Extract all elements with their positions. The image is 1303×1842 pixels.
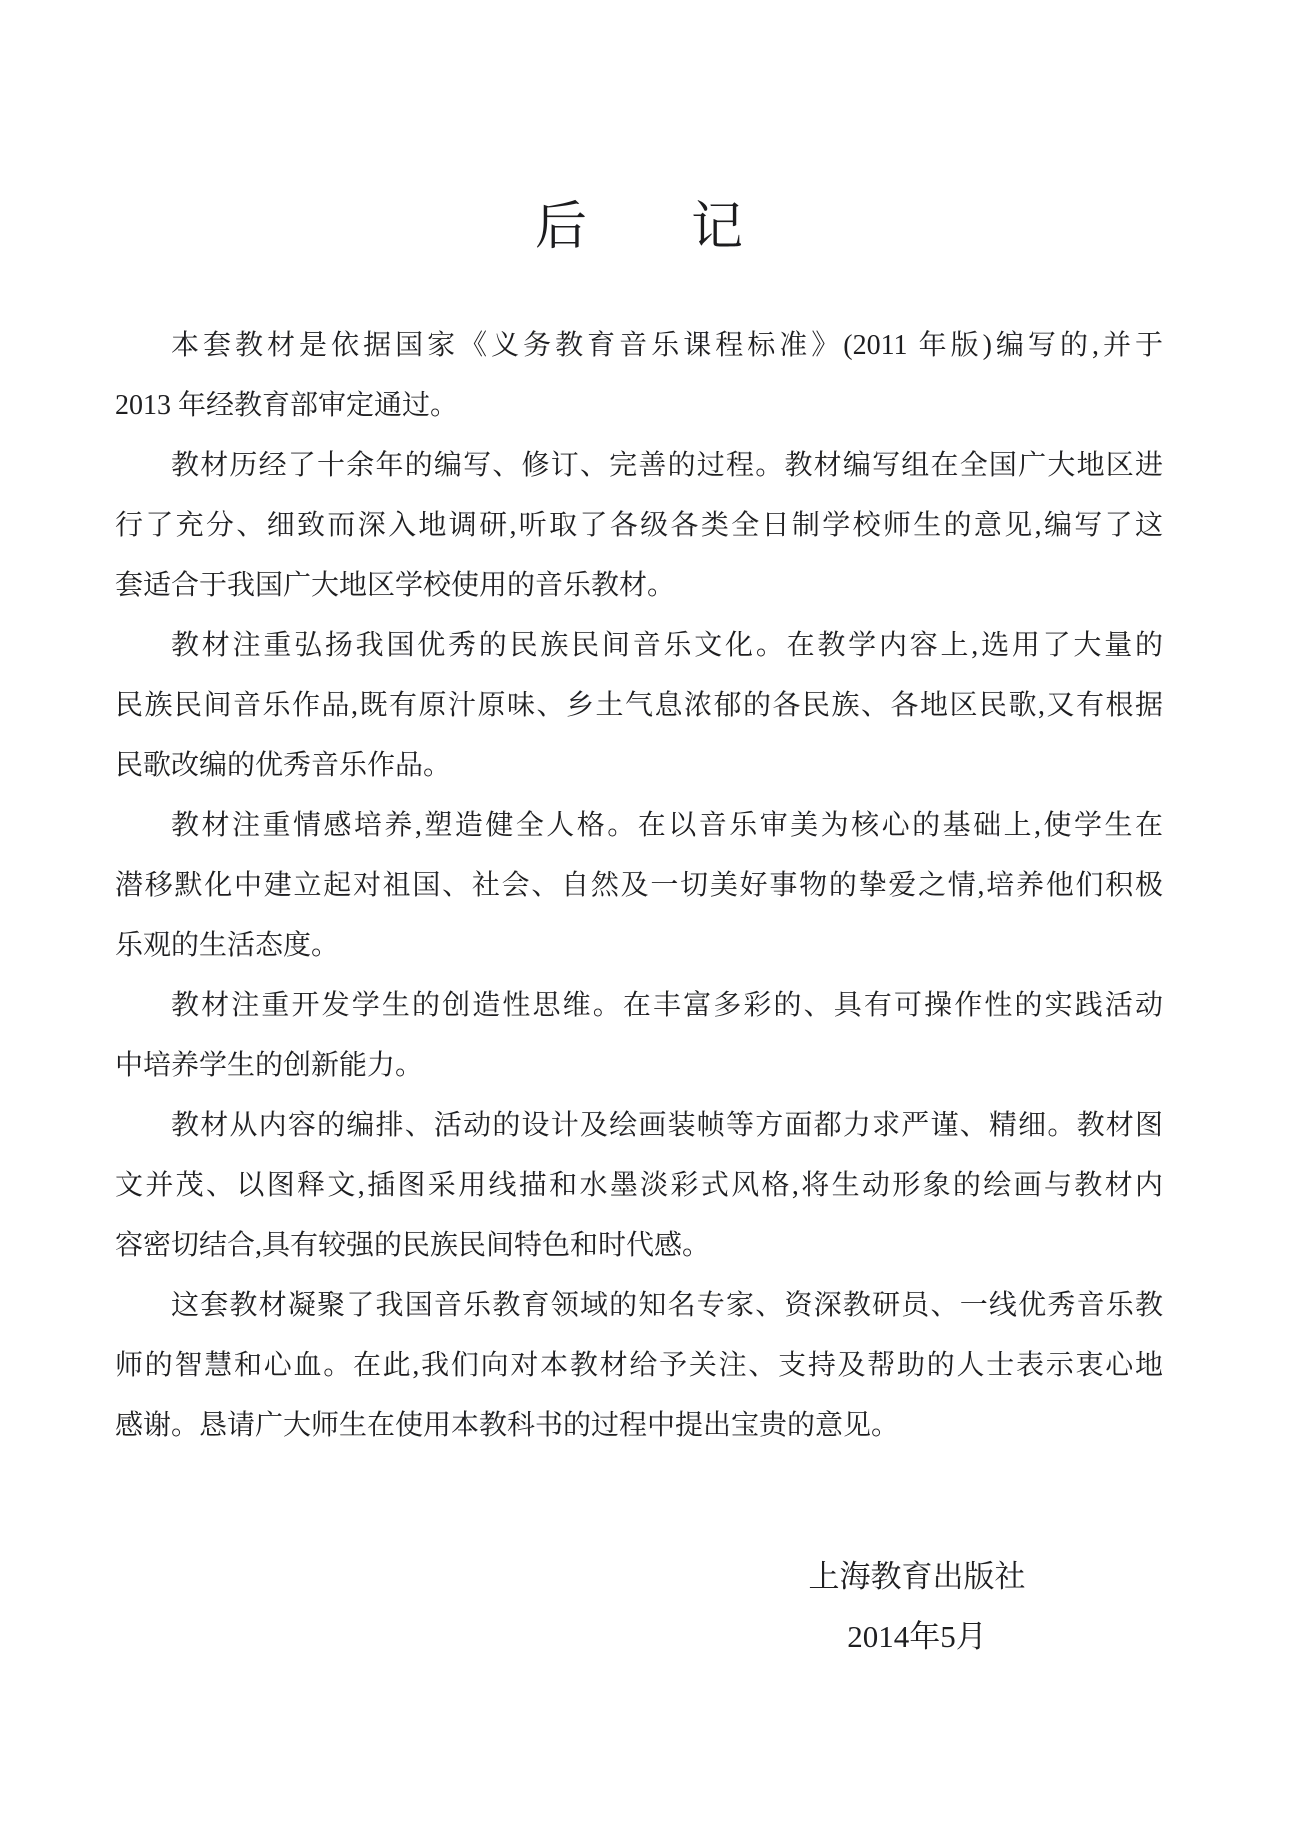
text-line: 套适合于我国广大地区学校使用的音乐教材。 (115, 570, 676, 601)
text-line: 乐观的生活态度。 (115, 930, 340, 961)
paragraph (115, 616, 1163, 796)
paragraph (115, 436, 1163, 616)
text-line: 这套教材凝聚了我国音乐教育领域的知名专家、资深教研员、一线优秀音乐教 (171, 1290, 1163, 1321)
text-line: 教材历经了十余年的编写、修订、完善的过程。教材编写组在全国广大地区进 (171, 450, 1163, 481)
text-line: 教材从内容的编排、活动的设计及绘画装帧等方面都力求严谨、精细。教材图 (171, 1110, 1163, 1141)
paragraph (115, 316, 1163, 436)
signature-block (697, 1547, 1137, 1667)
text-line: 师的智慧和心血。在此,我们向对本教材给予关注、支持及帮助的人士表示衷心地 (115, 1350, 1163, 1381)
paragraph (115, 1096, 1163, 1276)
text-line: 2013 年经教育部审定通过。 (115, 390, 459, 421)
body-paragraphs (115, 316, 1163, 1456)
paragraph (115, 796, 1163, 976)
publish-date: 2014年5月 (847, 1619, 987, 1654)
page-title (115, 188, 1163, 257)
paragraph (115, 1276, 1163, 1456)
text-line: 潜移默化中建立起对祖国、社会、自然及一切美好事物的挚爱之情,培养他们积极 (115, 870, 1163, 901)
text-line: 民歌改编的优秀音乐作品。 (115, 750, 452, 781)
text-line: 民族民间音乐作品,既有原汁原味、乡土气息浓郁的各民族、各地区民歌,又有根据 (115, 690, 1163, 721)
text-line: 教材注重开发学生的创造性思维。在丰富多彩的、具有可操作性的实践活动 (171, 990, 1163, 1021)
publisher-name: 上海教育出版社 (808, 1559, 1026, 1594)
text-line: 中培养学生的创新能力。 (115, 1050, 424, 1081)
text-line: 本套教材是依据国家《义务教育音乐课程标准》(2011 年版)编写的,并于 (171, 330, 1163, 361)
text-line: 行了充分、细致而深入地调研,听取了各级各类全日制学校师生的意见,编写了这 (115, 510, 1163, 541)
text-line: 文并茂、以图释文,插图采用线描和水墨淡彩式风格,将生动形象的绘画与教材内 (115, 1170, 1163, 1201)
title-char: 记 (691, 196, 744, 257)
text-line: 感谢。恳请广大师生在使用本教科书的过程中提出宝贵的意见。 (115, 1410, 900, 1441)
text-line: 教材注重弘扬我国优秀的民族民间音乐文化。在教学内容上,选用了大量的 (171, 630, 1163, 661)
text-line: 教材注重情感培养,塑造健全人格。在以音乐审美为核心的基础上,使学生在 (171, 810, 1163, 841)
text-line: 容密切结合,具有较强的民族民间特色和时代感。 (115, 1230, 711, 1261)
paragraph (115, 976, 1163, 1096)
title-char: 后 (534, 196, 587, 257)
